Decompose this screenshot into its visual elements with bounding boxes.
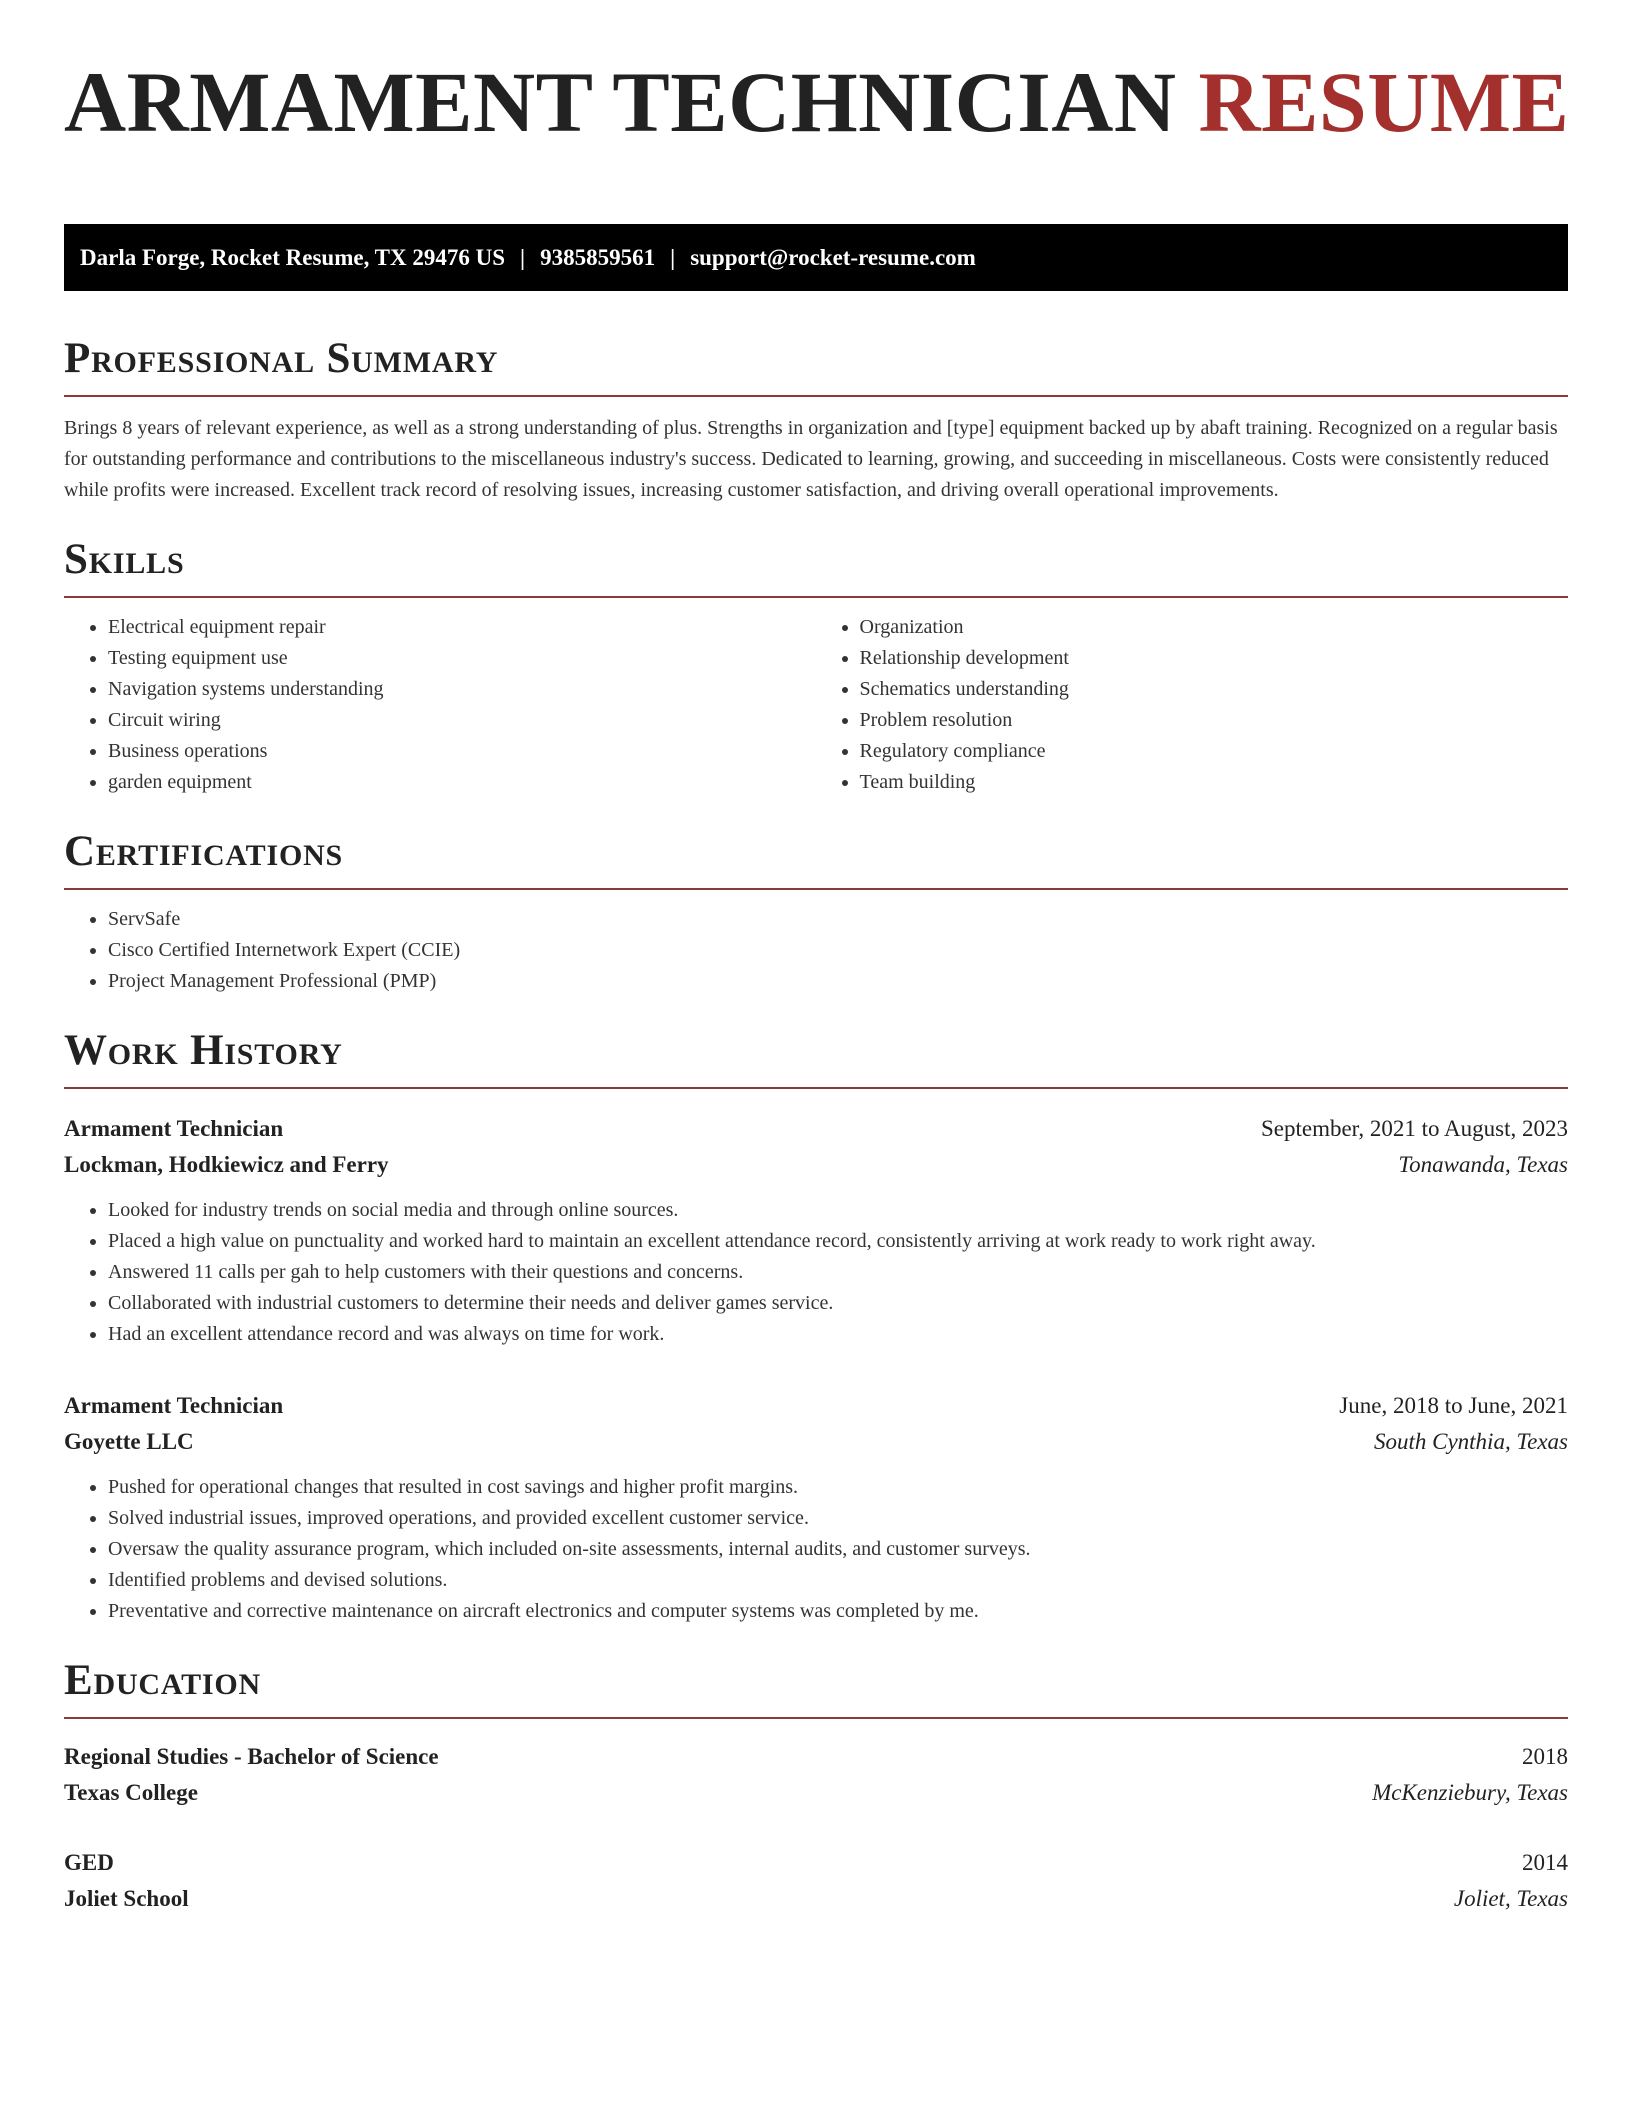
summary-heading: Professional Summary bbox=[64, 335, 1568, 397]
education-school: Texas College bbox=[64, 1780, 198, 1805]
education-school-row bbox=[64, 1775, 1568, 1811]
skills-list-left bbox=[64, 612, 817, 798]
job-dates: September, 2021 to August, 2023 bbox=[1260, 1116, 1568, 1141]
title-accent: RESUME bbox=[1198, 54, 1570, 150]
certification-item: • ServSafe bbox=[108, 904, 1568, 935]
skills-section bbox=[64, 536, 1568, 798]
certifications-heading: Certifications bbox=[64, 828, 1568, 890]
job-title-row bbox=[64, 1111, 1568, 1147]
job-bullet: • Pushed for operational changes that resulted in cost savings and higher profit margins. bbox=[108, 1472, 1568, 1503]
skill-item: • Navigation systems understanding bbox=[108, 674, 817, 705]
education-degree-row bbox=[64, 1739, 1568, 1775]
education-location: Joliet, Texas bbox=[1453, 1886, 1568, 1911]
skill-item: • Business operations bbox=[108, 736, 817, 767]
job-bullet: • Placed a high value on punctuality and worked hard to maintain an excellent attendance record, consistently arriving at work ready to work right away. bbox=[108, 1226, 1568, 1257]
education-degree: Regional Studies - Bachelor of Science bbox=[64, 1744, 439, 1769]
contact-separator: | bbox=[670, 244, 676, 270]
education-year: 2018 bbox=[1522, 1744, 1568, 1769]
work-history-section bbox=[64, 1027, 1568, 1627]
contact-phone: 9385859561 bbox=[540, 244, 656, 270]
skills-list-right bbox=[817, 612, 1569, 798]
education-entry bbox=[64, 1739, 1568, 1811]
education-year: 2014 bbox=[1522, 1850, 1568, 1875]
job-bullets bbox=[64, 1195, 1568, 1350]
title-main: ARMAMENT TECHNICIAN bbox=[64, 54, 1177, 150]
job-bullet: • Identified problems and devised solutions. bbox=[108, 1565, 1568, 1596]
skill-item: • Circuit wiring bbox=[108, 705, 817, 736]
contact-email: support@rocket-resume.com bbox=[690, 244, 976, 270]
job-bullet: • Preventative and corrective maintenance on aircraft electronics and computer systems was completed by me. bbox=[108, 1596, 1568, 1627]
education-entry bbox=[64, 1845, 1568, 1917]
education-school-row bbox=[64, 1881, 1568, 1917]
contact-address: Darla Forge, Rocket Resume, TX 29476 US bbox=[80, 244, 506, 270]
certifications-section bbox=[64, 828, 1568, 997]
job-company-row bbox=[64, 1424, 1568, 1460]
certification-item: • Project Management Professional (PMP) bbox=[108, 966, 1568, 997]
certification-item: • Cisco Certified Internetwork Expert (CCIE) bbox=[108, 935, 1568, 966]
job-company: Lockman, Hodkiewicz and Ferry bbox=[64, 1152, 389, 1177]
job-bullets bbox=[64, 1472, 1568, 1627]
skill-item: • Relationship development bbox=[860, 643, 1569, 674]
job-bullet: • Looked for industry trends on social media and through online sources. bbox=[108, 1195, 1568, 1226]
job-title: Armament Technician bbox=[64, 1116, 284, 1141]
skill-item: • Organization bbox=[860, 612, 1569, 643]
contact-separator: | bbox=[520, 244, 526, 270]
job-title: Armament Technician bbox=[64, 1393, 284, 1418]
skill-item: • garden equipment bbox=[108, 767, 817, 798]
skill-item: • Problem resolution bbox=[860, 705, 1569, 736]
job-bullet: • Solved industrial issues, improved operations, and provided excellent customer service. bbox=[108, 1503, 1568, 1534]
job-bullet: • Collaborated with industrial customers to determine their needs and deliver games service. bbox=[108, 1288, 1568, 1319]
job-bullet: • Oversaw the quality assurance program, which included on-site assessments, internal audits, and customer surveys. bbox=[108, 1534, 1568, 1565]
job-entry bbox=[64, 1388, 1568, 1627]
education-heading: Education bbox=[64, 1657, 1568, 1719]
education-location: McKenziebury, Texas bbox=[1372, 1780, 1568, 1805]
skill-item: • Electrical equipment repair bbox=[108, 612, 817, 643]
job-title-row bbox=[64, 1388, 1568, 1424]
skill-item: • Schematics understanding bbox=[860, 674, 1569, 705]
contact-bar bbox=[64, 224, 1568, 291]
summary-text: Brings 8 years of relevant experience, as well as a strong understanding of plus. Strengths in organization and [type] equipment backed up by abaft training. Recognized on a regular basis for outstanding performance and contributions to the miscellaneous industry's success. Dedicated to learning, growing, and succeeding in miscellaneous. Costs were consistently reduced while profits were increased. Excellent track record of resolving issues, increasing customer satisfaction, and driving overall operational improvements. bbox=[64, 417, 1558, 501]
resume-title bbox=[64, 52, 1568, 152]
education-degree: GED bbox=[64, 1850, 114, 1875]
education-school: Joliet School bbox=[64, 1886, 189, 1911]
skill-item: • Testing equipment use bbox=[108, 643, 817, 674]
job-bullet: • Had an excellent attendance record and was always on time for work. bbox=[108, 1319, 1568, 1350]
job-bullet: • Answered 11 calls per gah to help customers with their questions and concerns. bbox=[108, 1257, 1568, 1288]
education-section bbox=[64, 1657, 1568, 1917]
job-company-row bbox=[64, 1147, 1568, 1183]
skill-item: • Regulatory compliance bbox=[860, 736, 1569, 767]
certifications-list bbox=[64, 904, 1568, 997]
summary-section bbox=[64, 335, 1568, 506]
skill-item: • Team building bbox=[860, 767, 1569, 798]
job-location: Tonawanda, Texas bbox=[1398, 1152, 1568, 1177]
skills-heading: Skills bbox=[64, 536, 1568, 598]
skills-grid bbox=[64, 598, 1568, 798]
job-entry bbox=[64, 1111, 1568, 1350]
job-dates: June, 2018 to June, 2021 bbox=[1339, 1393, 1568, 1418]
work-history-heading: Work History bbox=[64, 1027, 1568, 1089]
job-company: Goyette LLC bbox=[64, 1429, 194, 1454]
education-degree-row bbox=[64, 1845, 1568, 1881]
job-location: South Cynthia, Texas bbox=[1373, 1429, 1568, 1454]
